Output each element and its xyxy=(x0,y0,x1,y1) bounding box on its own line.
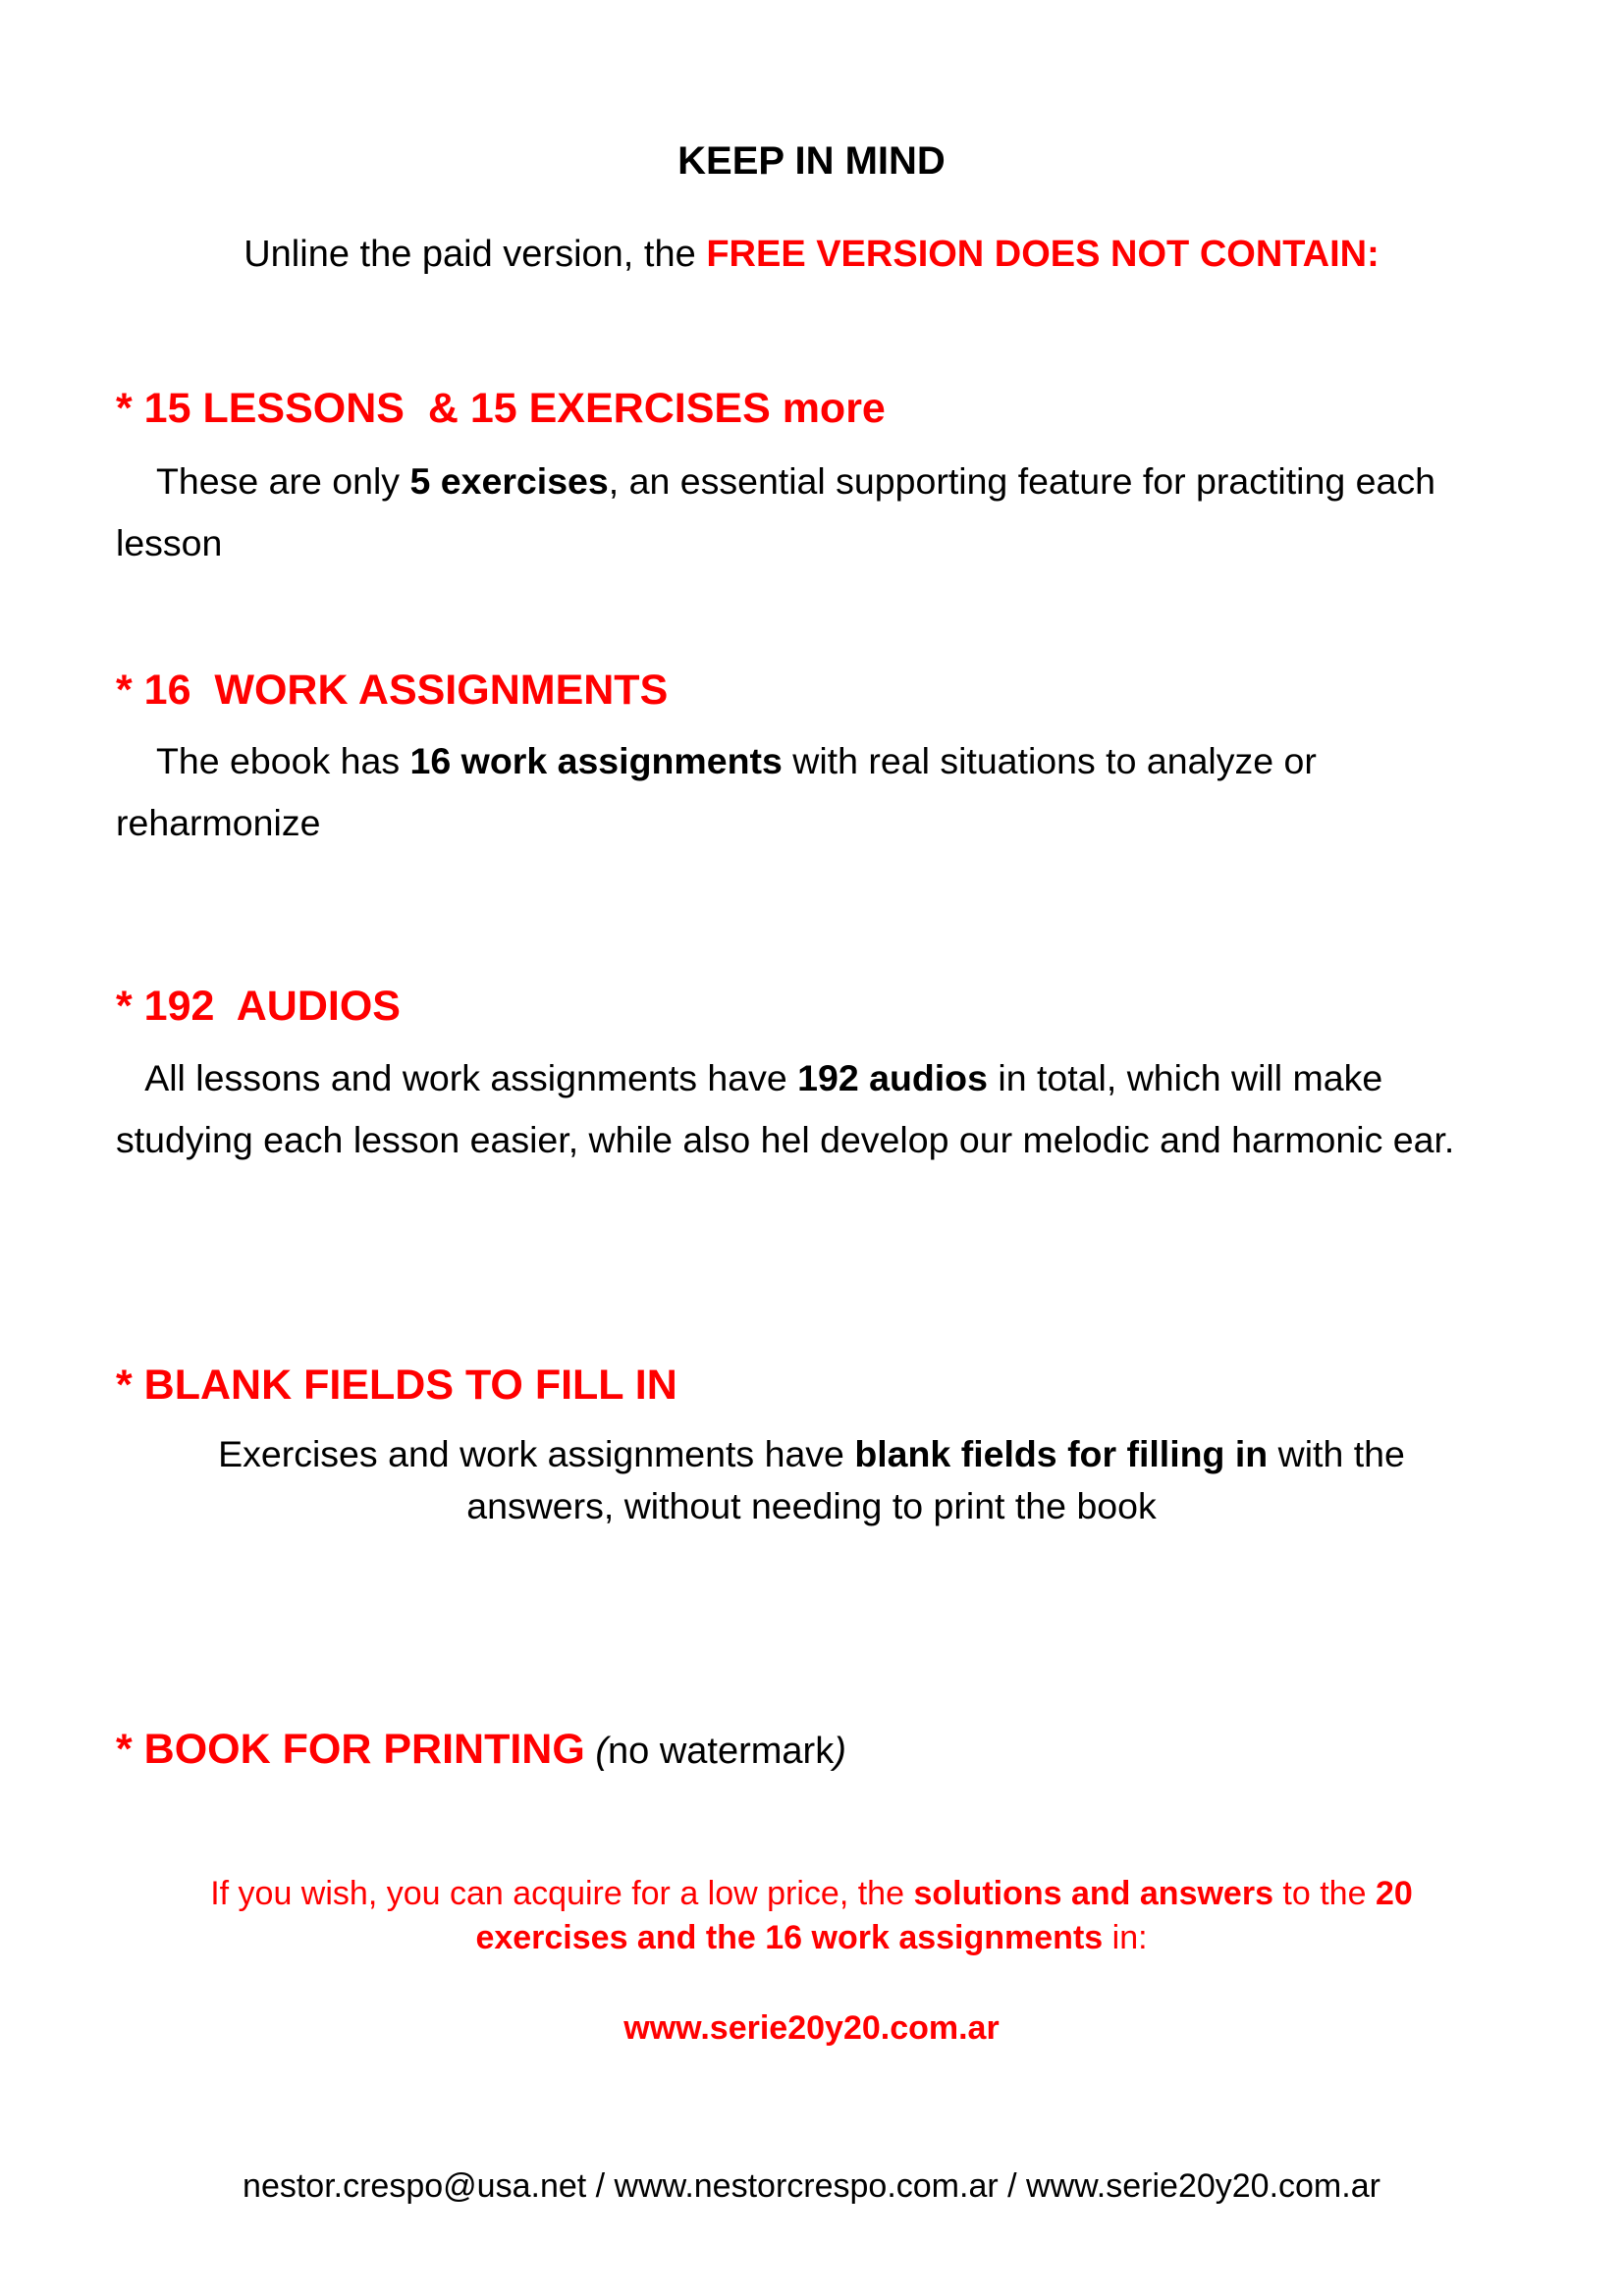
section-heading-blank-fields: * BLANK FIELDS TO FILL IN xyxy=(116,1362,677,1409)
indent xyxy=(116,740,156,781)
body-text-bold: 192 audios xyxy=(797,1057,988,1098)
offer-text xyxy=(0,1872,1623,1960)
page-title: KEEP IN MIND xyxy=(677,139,946,183)
indent xyxy=(116,1057,144,1098)
section-heading-work-assignments: * 16 WORK ASSIGNMENTS xyxy=(116,667,669,714)
body-text-after: with real situations to analyze or reharmonize xyxy=(116,740,1317,843)
offer-part1: If you wish, you can acquire for a low price, the xyxy=(210,1875,914,1912)
body-text-bold: blank fields for filling in xyxy=(854,1433,1269,1474)
body-text-after: answers, without needing to print the book xyxy=(466,1485,1157,1526)
heading-note: no watermark xyxy=(608,1731,835,1772)
section-heading-lessons: * 15 LESSONS & 15 EXERCISES more xyxy=(116,385,886,432)
body-text-before: These are only xyxy=(156,460,410,502)
website-link[interactable]: www.serie20y20.com.ar xyxy=(623,2009,1000,2047)
body-text-before: All lessons and work assignments have xyxy=(144,1057,798,1098)
paren-close: ) xyxy=(834,1731,846,1772)
section-heading-audios: * 192 AUDIOS xyxy=(116,983,401,1030)
section-body-blank-fields xyxy=(0,1428,1623,1532)
heading-text: * BOOK FOR PRINTING xyxy=(116,1726,585,1773)
intro-highlight: FREE VERSION DOES NOT CONTAIN: xyxy=(706,234,1380,275)
body-text-bold: 5 exercises xyxy=(409,460,609,502)
offer-bold2-line2: exercises and the 16 work assignments xyxy=(475,1919,1104,1956)
offer-part3: in: xyxy=(1103,1919,1148,1956)
offer-part2: to the xyxy=(1272,1875,1376,1912)
section-body-lessons xyxy=(116,451,1510,574)
body-text-after-line1: with the xyxy=(1268,1433,1405,1474)
indent xyxy=(116,460,156,502)
contact-footer: nestor.crespo@usa.net / www.nestorcrespo.com.ar / www.serie20y20.com.ar xyxy=(243,2167,1380,2205)
intro-text xyxy=(0,234,1623,276)
section-heading-book-for-printing xyxy=(116,1726,846,1774)
offer-bold2-line1: 20 xyxy=(1375,1875,1413,1912)
body-text-before: Exercises and work assignments have xyxy=(218,1433,855,1474)
body-text-bold: 16 work assignments xyxy=(409,740,783,781)
body-text-after: in total, which will make studying each lesson easier, while also hel develop our melodic and harmonic ear. xyxy=(116,1057,1455,1160)
intro-lead: Unline the paid version, the xyxy=(243,234,707,275)
body-text-before: The ebook has xyxy=(156,740,410,781)
body-text-after: , an essential supporting feature for practiting each lesson xyxy=(116,460,1435,563)
paren-open: ( xyxy=(584,1731,609,1772)
section-body-audios xyxy=(116,1047,1510,1171)
offer-bold1: solutions and answers xyxy=(913,1875,1273,1912)
section-body-work-assignments xyxy=(116,730,1510,854)
